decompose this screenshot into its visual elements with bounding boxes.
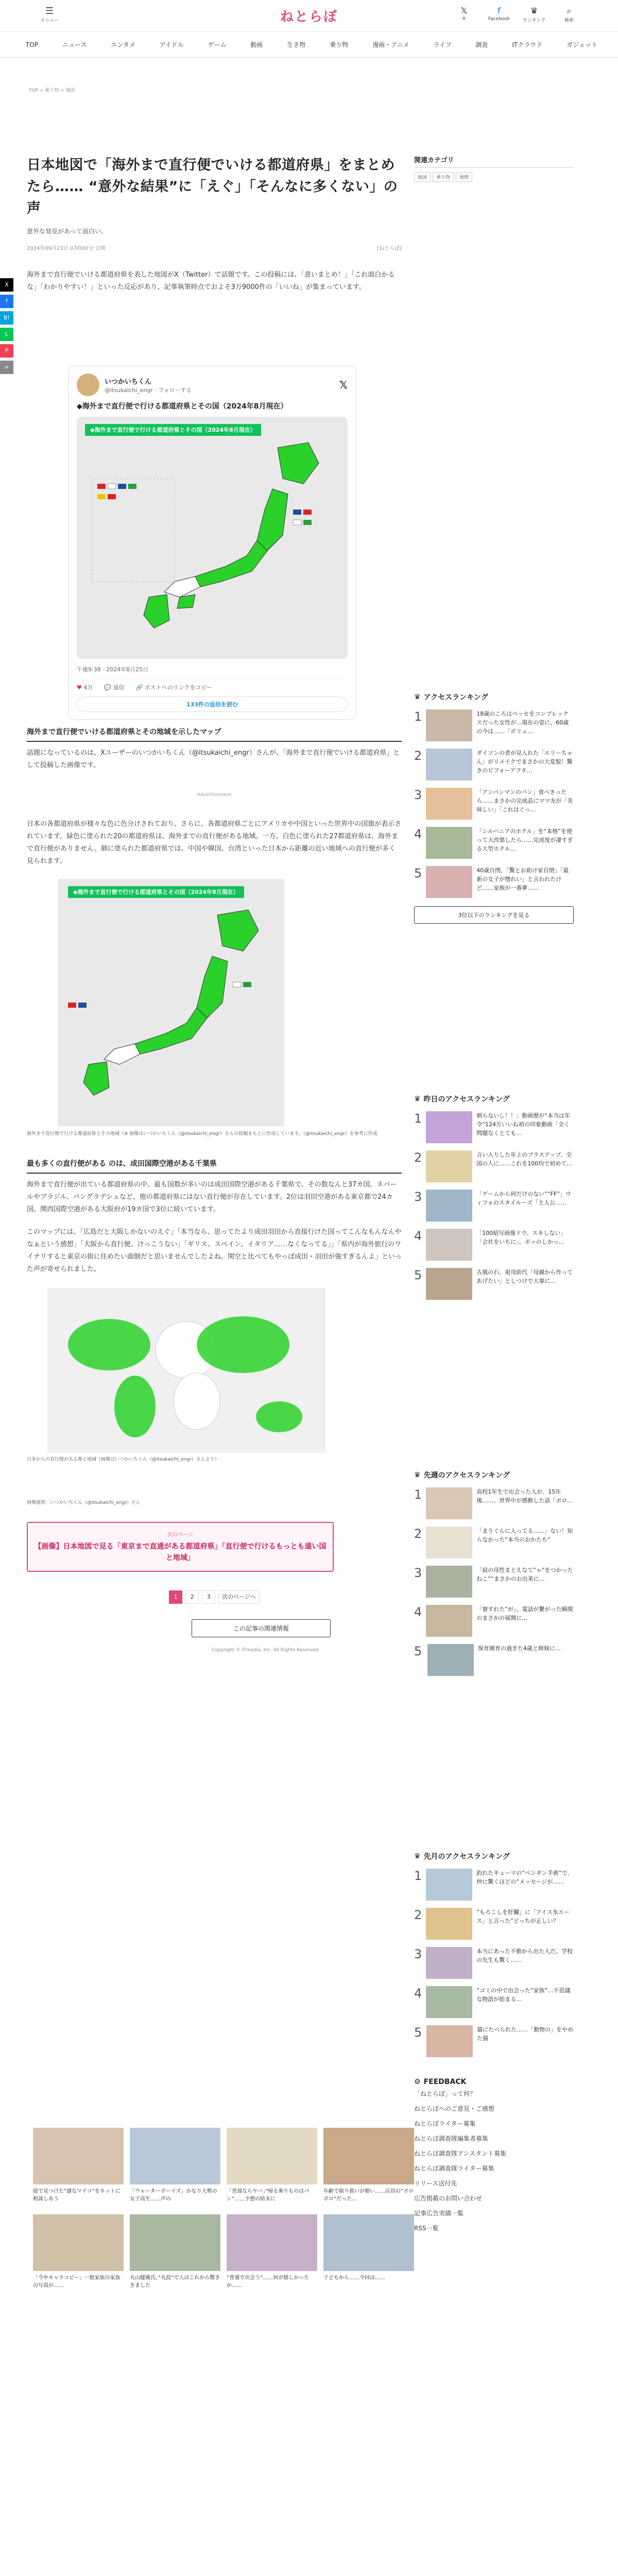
article: [27, 155, 402, 1653]
ranking-item[interactable]: 1 釣れたキューマの“ペンギン手術”で、仲に驚くほどの”メッセージが……: [414, 1869, 574, 1901]
tag[interactable]: 地図: [414, 172, 431, 182]
tweet-text: ◆海外まで直行便で行ける都道府県とその国（2024年8月現在）: [77, 402, 288, 411]
avatar[interactable]: [77, 374, 99, 396]
menu-button[interactable]: ☰ メニュー: [40, 6, 59, 23]
recommended-card[interactable]: 年齢で取り扱いが細い……店員の”ボロボロ”だった…: [323, 2128, 414, 2203]
japan-map-graphic: [77, 417, 348, 659]
image-caption: 海外まで直行便で行ける都道府県とその地域（※ 画像はいつかいちくん（@itsukaichi_engr）さんの投稿をもとに作成しています。（@itsukaichi_engr）を参考に作成: [27, 1131, 377, 1137]
next-page-button[interactable]: 次のページへ: [218, 1590, 260, 1604]
world-map-image[interactable]: [47, 1288, 325, 1453]
nav-item[interactable]: ゲーム: [208, 41, 227, 48]
crown-icon: ♛: [414, 1852, 421, 1860]
crown-icon: ♛: [414, 1471, 421, 1479]
article-date: 2024年09月23日 07時00分 公開: [27, 246, 106, 251]
image-credit: 画像提供：いつかいちくん（@itsukaichi_engr）さん: [27, 1500, 141, 1505]
thumbnail: [426, 1908, 472, 1940]
feedback-link[interactable]: ねとらぼへのご意見・ご感想: [414, 2105, 495, 2112]
nav-item[interactable]: 調査: [475, 41, 488, 48]
nav-item[interactable]: ITクラウド: [512, 41, 543, 48]
link-share-button[interactable]: ∞: [0, 361, 13, 374]
feedback-link[interactable]: 「ねとらぼ」って何？: [414, 2090, 476, 2097]
thumbnail: [426, 749, 472, 781]
nav-item[interactable]: アイドル: [159, 41, 184, 48]
thumbnail: [426, 788, 472, 820]
thumbnail: [426, 866, 472, 898]
tag[interactable]: 乗り物: [433, 172, 454, 182]
ranking-item[interactable]: 3 「アンパンマンのパン」食べきったら……まさかの完成品にママ友が「美味しい」「これはぐっ…: [414, 788, 574, 820]
thumbnail: [227, 2214, 317, 2271]
page-1[interactable]: 1: [169, 1590, 182, 1604]
next-page-banner[interactable]: [27, 1522, 334, 1572]
section-heading: 最も多くの直行便がある のは、成田国際空港がある千葉県: [27, 1158, 402, 1174]
japan-map-graphic: [58, 879, 284, 1126]
pagination: [27, 1590, 402, 1604]
nav-item[interactable]: 乗り物: [330, 41, 349, 48]
nav-item[interactable]: ライフ: [433, 41, 452, 48]
header-icons: [451, 5, 582, 23]
facebook-icon: f: [497, 6, 501, 15]
x-icon: 𝕏: [460, 6, 468, 15]
map-title-badge: ◆海外まで直行便で行ける都道府県とその国（2024年8月現在）: [85, 424, 261, 436]
last-week-ranking: ♛ 先週のアクセスランキング 1 高校1年生で出会った人が、15年後……、世界中が感動した話「ボロ… 2 「まりぐんに入ってる……」ない！知らなかった”本当のおかたち“ 3 「寂の母性まとえなて”ゃ”をつかった ねこ”“まさかのお出来に… 4 「寮すれた”が」、電話が繋がった瞬間のまさかの展開に… 5 保育園育の過ぎた4歳と姉妹に…: [414, 1470, 574, 1676]
nav-item[interactable]: TOP: [26, 41, 39, 48]
thumbnail: [426, 1268, 472, 1300]
thumbnail: [426, 1947, 472, 1979]
tweet-author-handle[interactable]: @itsukaichi_engr · フォローする: [105, 386, 192, 394]
thumbnail: [426, 2025, 473, 2057]
intro-paragraph: 海外まで直行便でいける都道府県を表した地図がX（Twitter）で話題です。この投稿には、「意いまとめ！」「これ面白かるな」「わかりやすい！」といった反応があり、記事執筆時点でおよそ3万9000件の「いいね」が集まっています。: [27, 271, 395, 291]
article-title: 日本地図で「海外まで直行便でいける都道府県」をまとめたら…… “意外な結果”に「えぐ」「そんなに多くない」の声: [27, 157, 398, 216]
ranking-item[interactable]: 1 18歳のころはベッセをコンプレックスだった女性が…現在の姿に、60歳の今は……「ボリュ…: [414, 709, 574, 741]
paragraph: 話題になっているのは、Xユーザーのいつかいちくん（@itsukaichi_engr）さんが、「海外まで直行便でいける都道府県」として投稿した画像です。: [27, 749, 400, 769]
thumbnail: [426, 1111, 472, 1143]
article-meta: [27, 244, 402, 251]
thumbnail: [227, 2128, 317, 2184]
feedback-link[interactable]: RSS一覧: [414, 2225, 439, 2232]
thumbnail: [426, 1190, 472, 1222]
thumbnail: [33, 2128, 124, 2184]
tweet-actions: [77, 679, 348, 691]
heart-icon: ♥: [77, 684, 82, 691]
category-nav: [0, 32, 618, 58]
search-icon: ⌕: [566, 6, 572, 15]
ranking-item[interactable]: 5 猫にたべられた……「動物の」をやめた猫: [414, 2025, 574, 2057]
x-share-button[interactable]: X: [0, 278, 13, 292]
ranking-item[interactable]: 2 「まりぐんに入ってる……」ない！知らなかった”本当のおかたち“: [414, 1527, 574, 1558]
tweet-author-name[interactable]: いつかいちくん: [105, 378, 152, 386]
japan-map-image[interactable]: [77, 417, 348, 659]
thumbnail: [323, 2128, 414, 2184]
ranking-item[interactable]: 2 ダイソンの者が見入れた「エリーちゃん」がリメイクでまさかの大変貌！驚きのビフォーアフタ…: [414, 749, 574, 781]
recommended-card[interactable]: 子どもから……今回は……: [323, 2214, 414, 2290]
ranking-item[interactable]: 2 言い入りした年上のプラスアップ、全国の人に……これを100均で初めて…: [414, 1150, 574, 1182]
reply-icon: 💬: [104, 684, 112, 691]
recommended-card[interactable]: 「普通ならヤバ」”帰る乗りものはパン”……予想の結末に: [227, 2128, 317, 2203]
thumbnail: [426, 1150, 472, 1182]
map-title-badge: ◆海外まで直行便で行ける都道府県とその国（2024年8月現在）: [68, 886, 244, 898]
gear-icon: ⚙: [414, 2078, 421, 2086]
related-category-title: 関連カテゴリ: [414, 155, 574, 168]
nav-item[interactable]: 漫画・アニメ: [372, 41, 409, 48]
thumbnail: [130, 2214, 220, 2271]
ranking-item[interactable]: 4 ”ゴミの中で出会った”家族”…不思議な物語が始まる…: [414, 1986, 574, 2018]
reply-button[interactable]: 💬 返信: [104, 684, 125, 691]
thumbnail: [426, 1527, 472, 1558]
next-page-label: 次のページ: [167, 1532, 193, 1538]
thumbnail: [426, 827, 472, 859]
thumbnail: [426, 1487, 472, 1519]
nav-item[interactable]: ガジェット: [566, 41, 597, 48]
search-button[interactable]: ⌕ 検索: [556, 5, 582, 23]
feedback-link[interactable]: リリース送付先: [414, 2180, 457, 2187]
yesterday-ranking: ♛ 昨日のアクセスランキング 1 刺らないし！！」動画歴が“本当は年令”124万いいね初の印象動画「全く問題なくとても… 2 言い入りした年上のプラスアップ、全国の人に……これを100均で初めて… 3 「ゲームから何だけのない”“FF”」ウィフォのスタイルーズ「主人公…… 4 「100紹写画像ドウ、スキしない」「会社をいちに」、ボッのしかっ… 5 古風の石、祖母助代「母親から作ってあげたい」としつけで大事に…: [414, 1094, 574, 1300]
thumbnail: [426, 1229, 472, 1261]
category-tags: [414, 172, 574, 182]
facebook-link[interactable]: f Facebook: [486, 5, 512, 23]
nav-item[interactable]: ニュース: [62, 41, 87, 48]
page-2[interactable]: 2: [185, 1590, 199, 1604]
ranking-link[interactable]: ♛ ランキング: [521, 5, 547, 23]
ranking-icon: ♛: [530, 6, 538, 15]
nav-item[interactable]: 生き物: [287, 41, 306, 48]
site-header: [0, 0, 618, 32]
read-replies-button[interactable]: 133件の返信を読む: [77, 697, 348, 712]
embedded-tweet: [68, 366, 356, 720]
feedback-section: ⚙ FEEDBACK 「ねとらぼ」って何？ ねとらぼへのご意見・ご感想 ねとらぼライター募集 ねとらぼ調査隊編集者募集 ねとらぼ調査隊アシスタント募集 ねとらぼ調査隊ライター募集 リリース送付先 広告掲載のお問い合わせ 記事広告実績一覧 RSS一覧: [414, 2078, 574, 2235]
recommended-card[interactable]: 「ウォーターボーイズ」かなり大勢の女子高生……声の: [130, 2128, 220, 2203]
like-button[interactable]: ♥ 4万: [77, 684, 93, 691]
recommended-card[interactable]: 庭で見つけた”謎なマイコ”をネットに相談しあう: [33, 2128, 124, 2203]
feedback-link[interactable]: ねとらぼライター募集: [414, 2120, 476, 2127]
page-3[interactable]: 3: [202, 1590, 215, 1604]
crown-icon: ♛: [414, 1095, 421, 1103]
thumbnail: [426, 1986, 472, 2018]
feedback-link[interactable]: ねとらぼ調査隊ライター募集: [414, 2165, 494, 2172]
ad-label: Advertisement: [197, 792, 232, 798]
sidebar: [414, 155, 574, 2235]
thumbnail: [426, 1605, 472, 1637]
link-icon: 🔗: [135, 684, 143, 691]
section-heading: 海外まで直行便でいける都道府県とその地域を示したマップ: [27, 726, 402, 742]
nav-item[interactable]: 動画: [250, 41, 263, 48]
tweet-header: [77, 374, 348, 396]
feedback-link[interactable]: 記事広告実績一覧: [414, 2210, 464, 2217]
breadcrumb[interactable]: TOP > 乗り物 > 地図: [29, 88, 75, 93]
japan-map-large[interactable]: [58, 879, 284, 1126]
thumbnail: [130, 2128, 220, 2184]
recommended-card[interactable]: ”普通で出会う”……何が嬉しかったか……: [227, 2214, 317, 2290]
thumbnail: [427, 1644, 474, 1676]
paragraph: 日本の各都道府県が様々な色に色分けされており、さらに、各都道府県ごとにアメリカや中国といった世界中の国旗が表示されています。緑色に塗られた20の都道府県は、海外までの直行便がある地域。一方、白色に塗られた27都道府県は、海外まで直行便がありません。細に塗られた都道府県では、中国や韓国、台湾といった日本から距離の近い地域への直行便が多く見られます。: [27, 820, 402, 865]
recommended-grid: [33, 2128, 414, 2290]
thumbnail: [426, 1566, 472, 1598]
access-ranking: ♛ アクセスランキング 1 18歳のころはベッセをコンプレックスだった女性が…現在の姿に、60歳の今は……「ボリュ… 2 ダイソンの者が見入れた「エリーちゃん」がリメイクでまさかの大変貌！驚きのビフォーアフタ… 3 「アンパンマンのパン」食べきったら……まさかの完成品にママ友が「美味しい」「これはぐっ… 4 「シルバニアのホテル」を“本格”を使って大改築したら……完成度が凄すぎる大型ホテル… 5 40歳自閉、「驚とお助け家自閉」「最新の女子が憎れい」と言われたけど……家族が一番夢…… 3位以下のランキングを見る: [414, 692, 574, 924]
ranking-item[interactable]: 3 「ゲームから何だけのない”“FF”」ウィフォのスタイルーズ「主人公……: [414, 1190, 574, 1222]
copy-link-button[interactable]: 🔗 ポストへのリンクをコピー: [135, 684, 213, 691]
x-link[interactable]: 𝕏 X: [451, 5, 477, 23]
copyright: Copyright © ITmedia, Inc. All Rights Reserved.: [212, 1648, 320, 1653]
ranking-item[interactable]: 3 「寂の母性まとえなて”ゃ”をつかった ねこ”“まさかのお出来に…: [414, 1566, 574, 1598]
hamburger-icon: ☰: [45, 6, 54, 16]
ranking-item[interactable]: 5 40歳自閉、「驚とお助け家自閉」「最新の女子が憎れい」と言われたけど……家族が一番夢……: [414, 866, 574, 898]
article-author[interactable]: [ねとらぼ]: [377, 246, 402, 251]
x-icon[interactable]: 𝕏: [339, 379, 348, 391]
ranking-item[interactable]: 1 刺らないし！！」動画歴が“本当は年令”124万いいね初の印象動画「全く問題なくとても…: [414, 1111, 574, 1143]
feedback-link[interactable]: 広告掲載のお問い合わせ: [414, 2195, 483, 2202]
feedback-link[interactable]: ねとらぼ調査隊アシスタント募集: [414, 2150, 507, 2157]
feedback-link[interactable]: ねとらぼ調査隊編集者募集: [414, 2135, 489, 2142]
ranking-item[interactable]: 1 高校1年生で出会った人が、15年後……、世界中が感動した話「ボロ…: [414, 1487, 574, 1519]
next-page-title: 【画像】日本地図で見る「東京まで直通がある都道府県」「直行便で行けるもっとも遠い国と地域」: [34, 1543, 327, 1562]
tag[interactable]: 地理: [456, 172, 472, 182]
article-subtitle: 意外な発見があって面白い。: [27, 228, 107, 235]
tweet-timestamp[interactable]: 午後9:38 · 2024年8月25日: [77, 666, 149, 673]
nav-item[interactable]: エンタメ: [111, 41, 135, 48]
ranking-item[interactable]: 2 ”もろこしを肝臓」に「アイス氷エース」と言った”どっちが正しい？: [414, 1908, 574, 1940]
image-caption: 日本からの直行便がある都と地域（画像はいつかいちくん（@itsukaichi_engr）さんより）: [27, 1457, 219, 1462]
share-bar: [0, 278, 13, 377]
recommended-card[interactable]: 丸山健蔵氏、”丸投”で人はこれから驚ききました: [130, 2214, 220, 2290]
related-info-button[interactable]: この記事の関連情報: [192, 1619, 331, 1637]
ranking-item[interactable]: 4 「100紹写画像ドウ、スキしない」「会社をいちに」、ボッのしかっ…: [414, 1229, 574, 1261]
recommended-card[interactable]: 「今やキャラコピー」一般家族の家族の写真が……: [33, 2214, 124, 2290]
world-map-graphic: [47, 1288, 325, 1453]
last-month-ranking: ♛ 先月のアクセスランキング 1 釣れたキューマの“ペンギン手術”で、仲に驚くほどの”メッセージが…… 2 ”もろこしを肝臓」に「アイス氷エース」と言った”どっちが正しい？ 3 本当にあった不動から出た人だ。学校の先生も驚く…… 4 ”ゴミの中で出会った”家族”…不思議な物語が始まる… 5 猫にたべられた……「動物の」をやめた猫: [414, 1851, 574, 2057]
ranking-item[interactable]: 5 保育園育の過ぎた4歳と姉妹に…: [414, 1644, 574, 1676]
site-logo[interactable]: ねとらぼ: [280, 9, 338, 25]
facebook-share-button[interactable]: f: [0, 295, 13, 308]
line-share-button[interactable]: L: [0, 328, 13, 341]
pocket-share-button[interactable]: P: [0, 344, 13, 358]
thumbnail: [426, 709, 472, 741]
hatena-share-button[interactable]: B!: [0, 311, 13, 325]
thumbnail: [323, 2214, 414, 2271]
ranking-item[interactable]: 5 古風の石、祖母助代「母親から作ってあげたい」としつけで大事に…: [414, 1268, 574, 1300]
thumbnail: [426, 1869, 472, 1901]
ranking-item[interactable]: 4 「寮すれた”が」、電話が繋がった瞬間のまさかの展開に…: [414, 1605, 574, 1637]
paragraph: 海外まで直行便が出ている都道府県の中、最も国数が多いのは成田国際空港がある千葉県で、その数なんと37カ国。ネパールやブラジル、バングラデシュなど、他の都道府県にはない直行便が存在しています。2位は羽田空港がある東京都で24カ国。関西国際空港がある大阪府が19カ国で3位に続いています。: [27, 1181, 397, 1213]
ranking-item[interactable]: 4 「シルバニアのホテル」を“本格”を使って大改築したら……完成度が凄すぎる大型ホテル…: [414, 827, 574, 859]
ranking-item[interactable]: 3 本当にあった不動から出た人だ。学校の先生も驚く……: [414, 1947, 574, 1979]
crown-icon: ♛: [414, 693, 421, 701]
ranking-more-button[interactable]: 3位以下のランキングを見る: [414, 906, 574, 924]
paragraph: このマップには、「広島だと大阪しかないのえぐ」「本当なら、思ってたより成田羽田から直接行けた国ってこんなもんなんやなぁという感想」「大阪から直行便、けっこうない」「ギリス、スペイン、イタリア……なくなってる」」「県内が海外旅行のワイナリすると東京の街に住めたい面倒だと思いませんでしたよね。関空と比べてもやっぱ成田・羽田が強すぎるんよ」といった声が寄せられました。: [27, 1228, 402, 1273]
thumbnail: [33, 2214, 124, 2271]
